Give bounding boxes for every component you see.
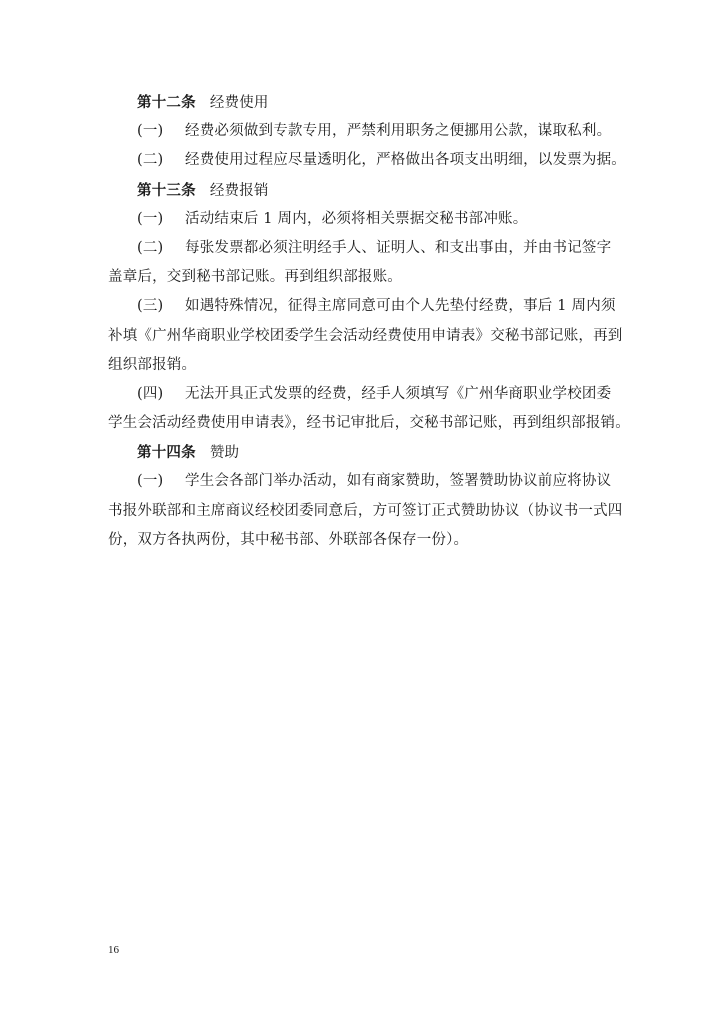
article-title: 经费报销: [209, 182, 269, 199]
clause-marker: (三): [137, 298, 164, 315]
article-heading: [108, 438, 614, 467]
clause-marker: (二): [137, 239, 164, 256]
clause-continuation: 组织部报销。: [108, 356, 197, 373]
article-heading: [108, 88, 614, 117]
article-number: 第十三条: [137, 181, 196, 199]
clause-marker: (四): [137, 385, 164, 402]
clause-text: 每张发票都必须注明经手人、证明人、和支出事由，并由书记签字: [185, 239, 612, 256]
clause-line: [108, 117, 614, 146]
article-title: 赞助: [209, 445, 240, 462]
clause-marker: (二): [137, 152, 164, 169]
clause-marker: (一): [137, 473, 164, 490]
clause-line: [108, 234, 614, 263]
clause-text: 经费必须做到专款专用，严禁利用职务之便挪用公款，谋取私利。: [185, 123, 612, 140]
clause-continuation: 书报外联部和主席商议经校团委同意后，方可签订正式赞助协议（协议书一式四: [108, 502, 623, 519]
clause-continuation: 盖章后，交到秘书部记账。再到组织部报账。: [108, 269, 402, 286]
clause-continuation: 补填《广州华商职业学校团委学生会活动经费使用申请表》交秘书部记账，再到: [108, 327, 623, 344]
clause-continuation: 学生会活动经费使用申请表》，经书记审批后，交秘书部记账，再到组织部报销。: [108, 415, 630, 432]
document-body: [108, 88, 630, 555]
clause-text: 活动结束后 1 周内，必须将相关票据交秘书部冲账。: [185, 210, 528, 227]
clause-marker: (一): [137, 123, 164, 140]
clause-line: [108, 467, 614, 496]
clause-line: [108, 292, 614, 321]
clause-text: 如遇特殊情况，征得主席同意可由个人先垫付经费，事后 1 周内须: [185, 298, 616, 315]
clause-marker: (一): [137, 210, 164, 227]
clause-text: 经费使用过程应尽量透明化，严格做出各项支出明细，以发票为据。: [185, 152, 626, 169]
article-heading: [108, 176, 614, 205]
clause-line: [108, 380, 614, 409]
article-number: 第十四条: [137, 444, 196, 462]
article-number: 第十二条: [137, 94, 196, 111]
clause-line: [108, 146, 626, 175]
clause-text: 学生会各部门举办活动，如有商家赞助，签署赞助协议前应将协议: [185, 473, 612, 490]
page-number: 16: [108, 944, 119, 956]
clause-text: 无法开具正式发票的经费，经手人须填写《广州华商职业学校团委: [185, 385, 612, 402]
clause-continuation: 份，双方各执两份，其中秘书部、外联部各保存一份）。: [108, 531, 469, 548]
clause-line: [108, 205, 614, 234]
article-title: 经费使用: [209, 95, 269, 111]
